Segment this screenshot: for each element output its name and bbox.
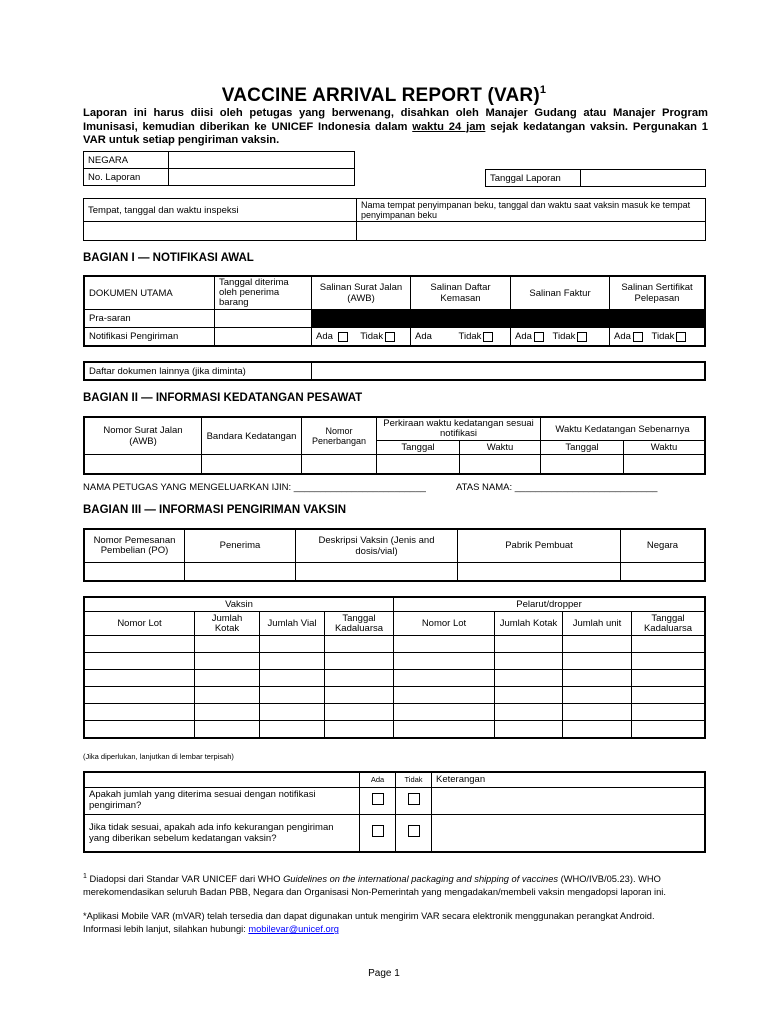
salinan-faktur-header: Salinan Faktur	[511, 276, 610, 310]
perkiraan-tanggal-header: Tanggal	[377, 441, 460, 455]
vaksin-kadaluarsa-header: Tanggal Kadaluarsa	[325, 612, 394, 636]
petugas-line: NAMA PETUGAS YANG MENGELUARKAN IJIN: _________________________	[83, 482, 426, 493]
question-2: Jika tidak sesuai, apakah ada info kekurangan pengiriman yang diberikan sebelum kedatangan vaksin?	[84, 814, 360, 852]
notifikasi-date-field[interactable]	[215, 328, 312, 346]
question-1: Apakah jumlah yang diterima sesuai dengan notifikasi pengiriman?	[84, 787, 360, 814]
sebenarnya-tanggal-field[interactable]	[541, 455, 624, 474]
pabrik-header: Pabrik Pembuat	[458, 529, 621, 562]
atas-nama-line: ATAS NAMA: ___________________________	[456, 482, 658, 493]
section2-title: BAGIAN II — INFORMASI KEDATANGAN PESAWAT	[83, 392, 363, 404]
faktur-ada-tidak: Ada Tidak	[511, 328, 610, 346]
table-row	[84, 687, 705, 704]
lot-table	[83, 596, 706, 739]
sebenarnya-waktu-field[interactable]	[624, 455, 706, 474]
blacked-out-cell	[312, 310, 706, 328]
vaksin-vial-header: Jumlah Vial	[260, 612, 325, 636]
vaksin-header: Vaksin	[84, 597, 394, 612]
po-field[interactable]	[84, 562, 185, 581]
bandara-field[interactable]	[202, 455, 302, 474]
sertifikat-tidak-checkbox[interactable]	[676, 332, 686, 342]
no-laporan-label: No. Laporan	[84, 169, 169, 186]
footnote-2: *Aplikasi Mobile VAR (mVAR) telah tersedia dan dapat digunakan untuk mengirim VAR secara elektronik menggunakan perangkat Android. Informasi lebih lanjut, silahkan hubungi: mobilevar@unicef.org	[83, 911, 655, 934]
report-date-table	[485, 169, 706, 187]
q1-keterangan-field[interactable]	[432, 787, 706, 814]
penerbangan-field[interactable]	[302, 455, 377, 474]
page-number: Page 1	[368, 968, 400, 979]
section2-table	[83, 416, 706, 475]
deskripsi-header: Deskripsi Vaksin (Jenis and dosis/vial)	[296, 529, 458, 562]
perkiraan-waktu-header: Waktu	[460, 441, 541, 455]
pelarut-unit-header: Jumlah unit	[563, 612, 632, 636]
penerima-header: Penerima	[185, 529, 296, 562]
table-row	[84, 721, 705, 738]
q2-keterangan-field[interactable]	[432, 814, 706, 852]
sebenarnya-waktu-header: Waktu	[624, 441, 706, 455]
negara-header: Negara	[621, 529, 706, 562]
sebenarnya-header: Waktu Kedatangan Sebenarnya	[541, 417, 706, 441]
nomor-penerbangan-header: Nomor Penerbangan	[302, 417, 377, 455]
perkiraan-waktu-field[interactable]	[460, 455, 541, 474]
table-row	[84, 704, 705, 721]
prasaran-label: Pra-saran	[84, 310, 215, 328]
penerima-field[interactable]	[185, 562, 296, 581]
tanggal-laporan-field[interactable]	[581, 170, 706, 187]
inspection-table	[83, 198, 706, 241]
country-table	[83, 151, 355, 186]
deskripsi-field[interactable]	[296, 562, 458, 581]
daftar-lain-label: Daftar dokumen lainnya (jika diminta)	[84, 362, 312, 380]
pabrik-field[interactable]	[458, 562, 621, 581]
pelarut-kotak-header: Jumlah Kotak	[495, 612, 563, 636]
section3-title: BAGIAN III — INFORMASI PENGIRIMAN VAKSIN	[83, 504, 347, 516]
notifikasi-label: Notifikasi Pengiriman	[84, 328, 215, 346]
perkiraan-header: Perkiraan waktu kedatangan sesuai notifikasi	[377, 417, 541, 441]
sertifikat-ada-tidak: Ada Tidak	[610, 328, 706, 346]
section3-po-table	[83, 528, 706, 582]
vaksin-lot-header: Nomor Lot	[84, 612, 195, 636]
email-link[interactable]: mobilevar@unicef.org	[248, 924, 339, 934]
pelarut-header: Pelarut/dropper	[394, 597, 706, 612]
continue-note: (Jika diperlukan, lanjutkan di lembar terpisah)	[83, 752, 234, 761]
section1-table	[83, 275, 706, 347]
sebenarnya-tanggal-header: Tanggal	[541, 441, 624, 455]
tanggal-diterima-header: Tanggal diterima oleh penerima barang	[215, 276, 312, 310]
salinan-sertifikat-header: Salinan Sertifikat Pelepasan	[610, 276, 706, 310]
tempat-inspeksi-field[interactable]	[84, 222, 357, 241]
nama-tempat-label: Nama tempat penyimpanan beku, tanggal dan waktu saat vaksin masuk ke tempat penyimpanan beku	[357, 199, 706, 222]
q2-tidak-checkbox[interactable]	[408, 825, 420, 837]
po-header: Nomor Pemesanan Pembelian (PO)	[84, 529, 185, 562]
footnote-1: $^1$ Diadopsi dari Standar VAR UNICEF dari WHO Guidelines on the international packaging and shipping of vaccines (WHO/IVB/05.23). WHO merekomendasikan seluruh Badan PBB, Negara dan Organisasi Non-Pemerintah yang mengadakan/membeli vaksin mengadopsi laporan ini.	[83, 873, 666, 898]
section1-title: BAGIAN I — NOTIFIKASI AWAL	[83, 252, 254, 264]
tanggal-laporan-label: Tanggal Laporan	[486, 170, 581, 187]
vaksin-kotak-header: Jumlah Kotak	[195, 612, 260, 636]
faktur-tidak-checkbox[interactable]	[577, 332, 587, 342]
salinan-daftar-header: Salinan Daftar Kemasan	[411, 276, 511, 310]
daftar-lain-field[interactable]	[312, 362, 706, 380]
awb-tidak-checkbox[interactable]	[385, 332, 395, 342]
awb-field[interactable]	[84, 455, 202, 474]
negara-field-s3[interactable]	[621, 562, 706, 581]
prasaran-date-field[interactable]	[215, 310, 312, 328]
nomor-awb-header: Nomor Surat Jalan (AWB)	[84, 417, 202, 455]
dokumen-utama-header: DOKUMEN UTAMA	[84, 276, 215, 310]
faktur-ada-checkbox[interactable]	[534, 332, 544, 342]
pelarut-kadaluarsa-header: Tanggal Kadaluarsa	[632, 612, 706, 636]
table-row	[84, 653, 705, 670]
q2-ada-checkbox[interactable]	[372, 825, 384, 837]
no-laporan-field[interactable]	[169, 169, 355, 186]
table-row	[84, 636, 705, 653]
awb-ada-checkbox[interactable]	[338, 332, 348, 342]
bandara-header: Bandara Kedatangan	[202, 417, 302, 455]
q1-tidak-checkbox[interactable]	[408, 793, 420, 805]
daftar-ada-tidak: Ada Tidak	[411, 328, 511, 346]
daftar-tidak-checkbox[interactable]	[483, 332, 493, 342]
tempat-inspeksi-label: Tempat, tanggal dan waktu inspeksi	[84, 199, 357, 222]
daftar-lain-table	[83, 361, 706, 381]
negara-field[interactable]	[169, 152, 355, 169]
ada-header: Ada	[360, 772, 396, 787]
keterangan-header: Keterangan	[432, 772, 706, 787]
table-row	[84, 670, 705, 687]
negara-label: NEGARA	[84, 152, 169, 169]
sertifikat-ada-checkbox[interactable]	[633, 332, 643, 342]
salinan-awb-header: Salinan Surat Jalan (AWB)	[312, 276, 411, 310]
pelarut-lot-header: Nomor Lot	[394, 612, 495, 636]
nama-tempat-field[interactable]	[357, 222, 706, 241]
intro-text: Laporan ini harus diisi oleh petugas yang berwenang, disahkan oleh Manajer Gudang atau Manajer Program Imunisasi, kemudian diberikan ke UNICEF Indonesia dalam waktu 24 jam sejak kedatangan vaksin. Pergunakan 1 VAR untuk setiap pengiriman vaksin.	[83, 107, 708, 146]
questions-table	[83, 771, 706, 853]
q1-ada-checkbox[interactable]	[372, 793, 384, 805]
tidak-header: Tidak	[396, 772, 432, 787]
awb-ada-tidak: Ada Tidak	[312, 328, 411, 346]
perkiraan-tanggal-field[interactable]	[377, 455, 460, 474]
page-title: VACCINE ARRIVAL REPORT (VAR)$^1$	[221, 84, 547, 106]
